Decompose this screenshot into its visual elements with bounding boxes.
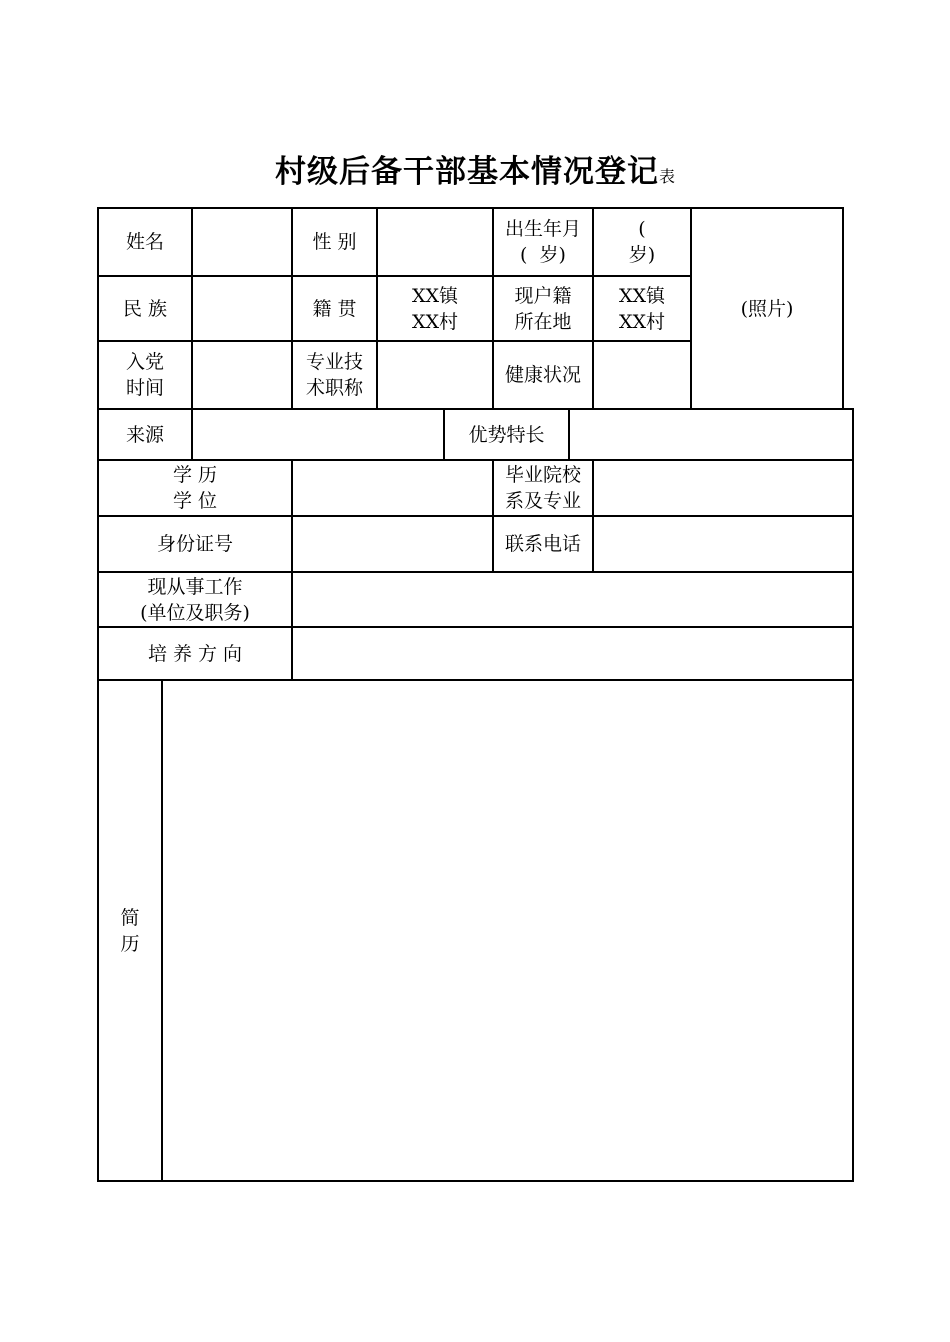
ethnicity-field[interactable] xyxy=(191,275,293,342)
name-field[interactable] xyxy=(191,207,293,277)
cell-text: 出生年月 ( 岁) xyxy=(504,218,581,266)
cell-text: ( 岁) xyxy=(628,218,656,266)
phone-label xyxy=(492,515,594,573)
form-title-main: 村级后备干部基本情况登记 xyxy=(274,154,659,190)
phone-field[interactable] xyxy=(592,515,854,573)
cell-text: 现户籍 所在地 xyxy=(514,284,572,333)
education-degree-field[interactable] xyxy=(291,459,494,517)
cell-text: 联系电话 xyxy=(504,533,581,555)
id-number-field[interactable] xyxy=(291,515,494,573)
photo-placeholder[interactable] xyxy=(690,207,844,410)
cell-text: 民 族 xyxy=(122,297,168,320)
cell-text: 姓名 xyxy=(125,231,164,253)
ethnicity-label xyxy=(97,275,193,342)
gender-label xyxy=(291,207,378,277)
current-job-field[interactable] xyxy=(291,571,854,628)
cell-text: (照片) xyxy=(740,297,794,320)
form-title-suffix: 表 xyxy=(658,167,675,186)
form-title xyxy=(0,146,950,191)
native-place-label xyxy=(291,275,378,342)
cell-text: 性 别 xyxy=(312,231,357,253)
party-join-label xyxy=(97,340,193,410)
cell-text: 简 历 xyxy=(120,906,140,955)
training-direction-field[interactable] xyxy=(291,626,854,681)
native-place-field[interactable] xyxy=(376,275,494,342)
household-label xyxy=(492,275,594,342)
education-degree-label xyxy=(97,459,293,517)
source-label xyxy=(97,408,193,461)
cell-text: 健康状况 xyxy=(504,364,581,386)
cell-text: 优势特长 xyxy=(468,423,545,446)
cell-text: 来源 xyxy=(125,423,164,446)
cell-text: 入党 时间 xyxy=(125,351,164,399)
source-field[interactable] xyxy=(191,408,445,461)
cell-text: 现从事工作 (单位及职务) xyxy=(140,575,250,624)
professional-title-field[interactable] xyxy=(376,340,494,410)
current-job-label xyxy=(97,571,293,628)
name-label xyxy=(97,207,193,277)
cell-text: 身份证号 xyxy=(156,533,233,555)
school-major-label xyxy=(492,459,594,517)
cell-text: 专业技 术职称 xyxy=(305,351,363,399)
training-direction-label xyxy=(97,626,293,681)
household-field[interactable] xyxy=(592,275,692,342)
school-major-field[interactable] xyxy=(592,459,854,517)
gender-field[interactable] xyxy=(376,207,494,277)
birth-field[interactable] xyxy=(592,207,692,277)
health-label xyxy=(492,340,594,410)
cell-text: XX镇 XX村 xyxy=(618,284,666,333)
party-join-field[interactable] xyxy=(191,340,293,410)
cell-text: 培 养 方 向 xyxy=(147,642,243,665)
strengths-field[interactable] xyxy=(568,408,854,461)
resume-label xyxy=(97,679,163,1182)
cell-text: 籍 贯 xyxy=(312,297,357,320)
birth-label xyxy=(492,207,594,277)
resume-field[interactable] xyxy=(161,679,854,1182)
professional-title-label xyxy=(291,340,378,410)
cell-text: 毕业院校 系及专业 xyxy=(504,464,581,512)
cell-text: XX镇 XX村 xyxy=(411,284,459,333)
id-number-label xyxy=(97,515,293,573)
strengths-label xyxy=(443,408,570,461)
cell-text: 学 历 学 位 xyxy=(172,464,218,512)
health-field[interactable] xyxy=(592,340,692,410)
